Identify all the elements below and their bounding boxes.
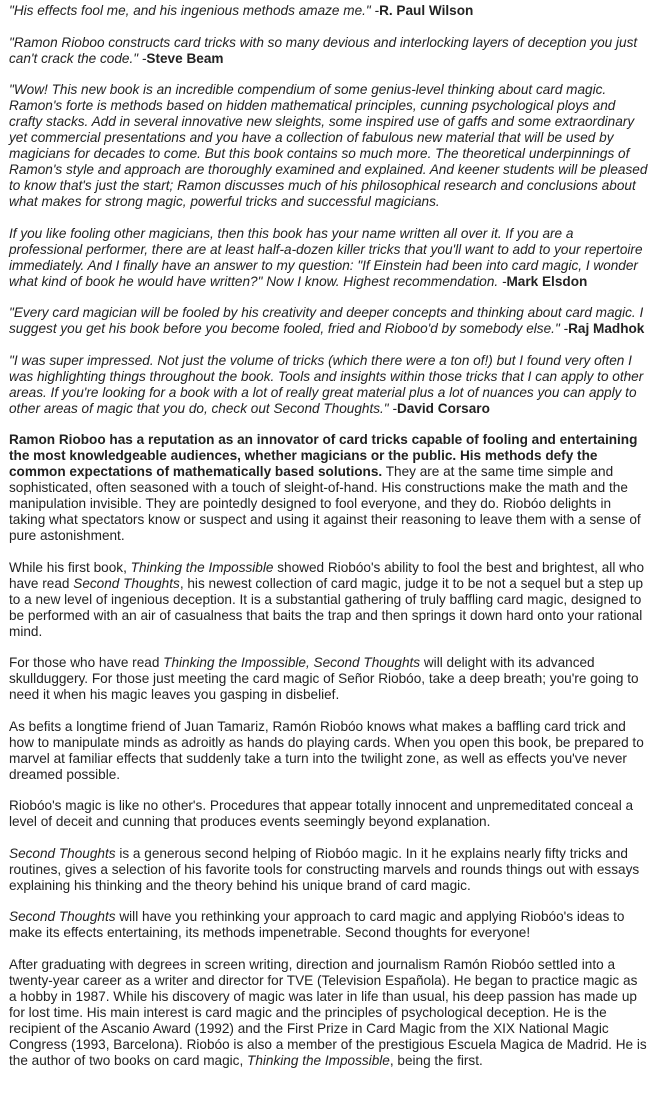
quote-author: R. Paul Wilson: [379, 3, 474, 18]
quote-text: "His effects fool me, and his ingenious methods amaze me." -: [9, 3, 380, 18]
review-quote: [9, 353, 648, 417]
book-title: Thinking the Impossible: [130, 559, 274, 575]
body-paragraph: Riobóo's magic is like no other's. Procedures that appear totally innocent and unpremeditated conceal a level of deceit and cunning that produces events seemingly beyond explanation.: [9, 798, 634, 829]
quote-author: Raj Madhok: [568, 321, 645, 336]
quote-text: "I was super impressed. Not just the volume of tricks (which there were a ton of!) but I found very often I was highlighting things throughout the book. Tools and insights within those tricks that I can apply to other areas. If you're looking for a book with a lot of really great material plus a lot of nuances you can apply to other areas of magic that you do, check out Second Thoughts." -: [9, 352, 644, 416]
quote-author: Mark Elsdon: [506, 273, 588, 289]
body-paragraph: [9, 846, 648, 894]
quote-text: "Ramon Rioboo constructs card tricks with so many devious and interlocking layers of deception you just can't crack the code." -: [9, 34, 638, 66]
body-text: While his first book,: [9, 559, 131, 575]
quote-text: "Every card magician will be fooled by his creativity and deeper concepts and thinking about card magic. I suggest you get his book before you become fooled, fried and Rioboo'd by somebody else." -: [9, 305, 644, 336]
author-bio: [9, 957, 648, 1069]
book-title: Second Thoughts: [9, 845, 116, 861]
intro-bold: Ramon Rioboo has a reputation as an innovator of card tricks capable of fooling and entertaining the most knowledgeable audiences, whether magicians or the public. His methods defy the common expectations of mathematically based solutions.: [9, 432, 638, 479]
review-quote: [9, 35, 648, 67]
body-text: showed Riobóo's ability to fool the best and brightest, all who have read: [9, 559, 645, 591]
book-title: Second Thoughts: [73, 575, 180, 591]
intro-text: They are at the same time simple and sophisticated, often seasoned with a touch of sleight-of-hand. His constructions make the math and the manipulation invisible. They are pointedly designed to fool everyone, and they do. Riobóo delights in taking what spectators know or suspect and using it against their reasoning to leave them with a sense of pure astonishment.: [9, 464, 641, 543]
body-text: For those who have read: [9, 655, 164, 670]
body-text: After graduating with degrees in screen writing, direction and journalism Ramón Riobóo settled into a twenty-year career as a writer and director for TVE (Television Española). He began to practice magic as a hobby in 1987. While his discovery of magic was later in life than usual, his deep passion has made up for lost time. His main interest is card magic and the principles of psychological deception. He is the recipient of the Ascanio Award (1992) and the First Prize in Card Magic from the XIX National Magic Congress (1993, Barcelona). Riobóo is also a member of the prestigious Escuela Magica de Madrid. He is the author of two books on card magic,: [9, 956, 647, 1068]
body-text: will have you rethinking your approach to card magic and applying Riobóo's ideas to make its effects entertaining, its methods impenetrable. Second thoughts for everyone!: [9, 909, 625, 940]
quote-text: If you like fooling other magicians, then this book has your name written all over it. If you are a professional performer, there are at least half-a-dozen killer tricks that you'll want to add to your repertoire immediately. And I finally have an answer to my question: "If Einstein had been into card magic, I wonder what kind of book he would have written?" Now I know. Highest recommendation. -: [9, 225, 643, 289]
body-text: , being the first.: [389, 1052, 483, 1068]
review-quote: [9, 305, 648, 337]
quote-author: Steve Beam: [146, 50, 224, 66]
quote-text: "Wow! This new book is an incredible compendium of some genius-level thinking about card magic. Ramon's forte is methods based on hidden mathematical principles, cunning psychological ploys and crafty stacks. Add in several innovative new sleights, some inspired use of gaffs and some extraordinary yet commercial presentations and you have a collection of fabulous new material that will be used by magicians for decades to come. But this book contains so much more. The theoretical underpinnings of Ramon's style and approach are thoroughly examined and explained. And keener students will be pleased to know that's just the start; Ramon discusses much of his philosophical research and conclusions about what makes for strong magic, powerful tricks and successful magicians.: [9, 82, 648, 209]
review-quote: [9, 82, 648, 210]
body-paragraph: [9, 909, 648, 941]
quote-author: David Corsaro: [396, 400, 490, 416]
body-text: is a generous second helping of Riobóo magic. In it he explains nearly fifty tricks and routines, gives a selection of his favorite tools for constructing marvels and rounds things out with essays explaining his thinking and the theory behind his unique brand of card magic.: [9, 845, 640, 893]
book-title: Second Thoughts: [9, 909, 116, 924]
body-text: , his newest collection of card magic, judge it to be not a sequel but a step up to a new level of ingenious deception. It is a substantial gathering of truly baffling card magic, designed to be performed with an air of casualness that baits the trap and then springs it down hard onto your rational mind.: [9, 575, 644, 639]
body-text: will delight with its advanced skullduggery. For those just meeting the card magic of Señor Riobóo, take a deep breath; you're going to need it when his magic leaves you gasping in disbelief.: [9, 655, 639, 702]
book-title: Thinking the Impossible, Second Thoughts: [163, 655, 421, 670]
body-paragraph: As befits a longtime friend of Juan Tamariz, Ramón Riobóo knows what makes a baffling card trick and how to manipulate minds as adroitly as hands do playing cards. When you open this book, be prepared to marvel at familiar effects that suddenly take a turn into the twilight zone, as well as effects you've never dreamed possible.: [9, 718, 644, 782]
review-quote: [9, 3, 648, 19]
review-quote: [9, 226, 648, 290]
intro-paragraph: [9, 432, 648, 544]
book-title: Thinking the Impossible: [247, 1052, 390, 1068]
body-paragraph: [9, 560, 648, 640]
body-paragraph: [9, 655, 648, 703]
